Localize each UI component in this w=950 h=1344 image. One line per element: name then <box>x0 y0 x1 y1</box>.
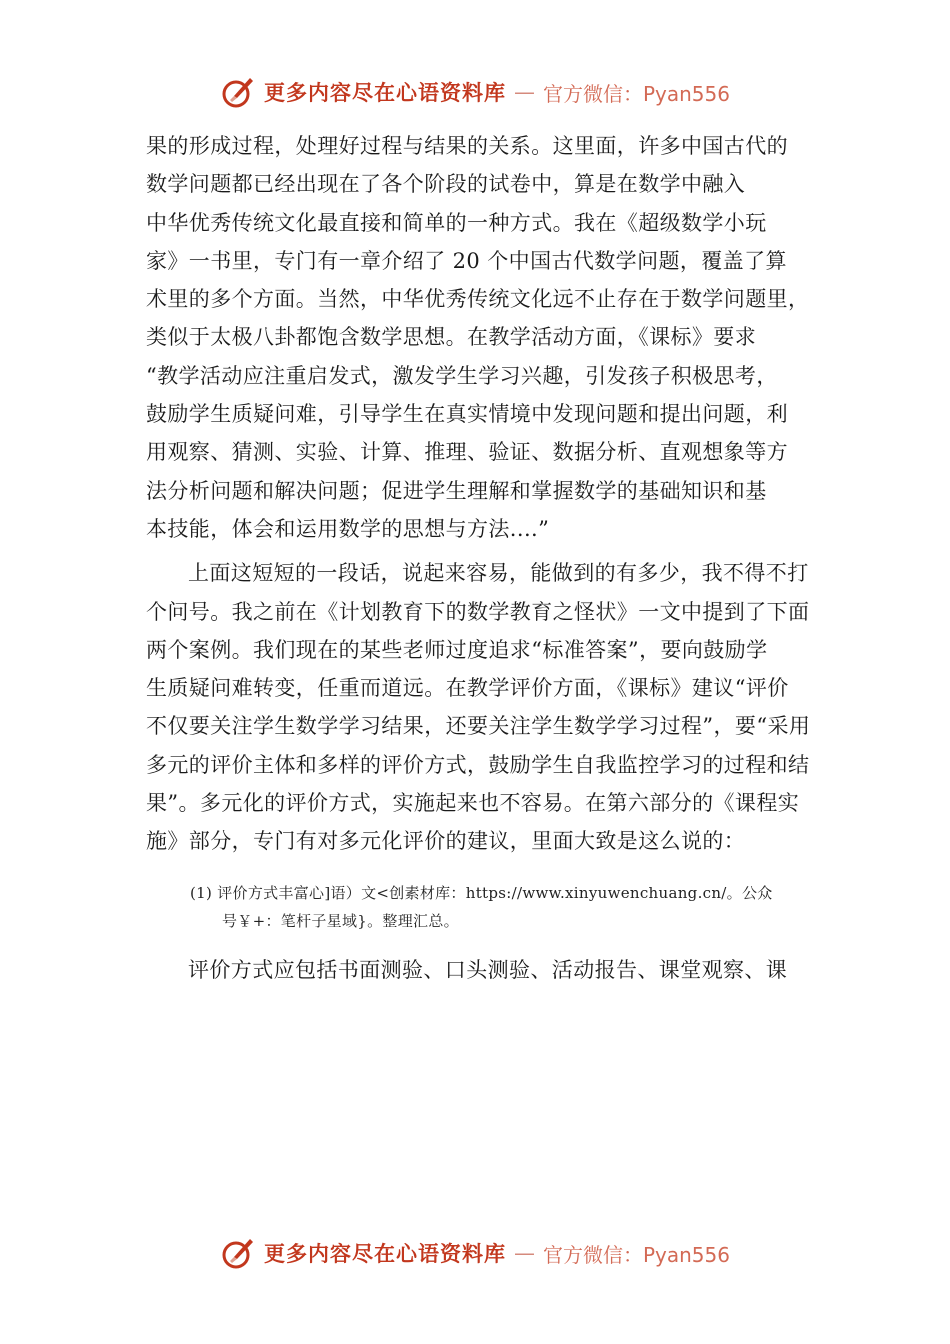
text-line: 个问号。我之前在《计划教育下的数学教育之怪状》一文中提到了下面 <box>146 599 810 624</box>
footnote-line: (1) 评价方式丰富心]语）文<创素材库：https://www.xinyuwenchuang.cn/。公众 <box>190 883 773 902</box>
text-line: 法分析问题和解决问题；促进学生理解和掌握数学的基础知识和基 <box>146 478 767 503</box>
banner-wechat: 官方微信：Pyan556 <box>542 81 730 106</box>
banner-wechat: 官方微信：Pyan556 <box>542 1242 730 1267</box>
banner-title: 更多内容尽在心语资料库 <box>263 1242 506 1266</box>
text-line: 不仅要关注学生数学学习结果，还要关注学生数学学习过程”，要“采用 <box>146 714 811 739</box>
banner-dash: — <box>513 1241 535 1265</box>
text-line: 用观察、猜测、实验、计算、推理、验证、数据分析、直观想象等方 <box>146 440 788 465</box>
text-line: “教学活动应注重启发式，激发学生学习兴趣，引发孩子积极思考， <box>146 363 778 388</box>
text-line: 评价方式应包括书面测验、口头测验、活动报告、课堂观察、课 <box>188 957 788 982</box>
footer-banner <box>0 1233 950 1273</box>
text-line: 数学问题都已经出现在了各个阶段的试卷中，算是在数学中融入 <box>146 172 746 197</box>
footnote-block <box>146 879 826 935</box>
text-line: 多元的评价主体和多样的评价方式，鼓励学生自我监控学习的过程和结 <box>146 752 810 777</box>
text-line: 鼓励学生质疑问难，引导学生在真实情境中发现问题和提出问题，利 <box>146 402 788 427</box>
text-line: 类似于太极八卦都饱含数学思想。在教学活动方面，《课标》要求 <box>146 325 757 350</box>
footnote-line: 号￥+：笔杆子星域}。整理汇总。 <box>222 911 459 930</box>
paragraph-3 <box>146 951 826 989</box>
header-banner <box>0 72 950 112</box>
text-line: 施》部分，专门有对多元化评价的建议，里面大致是这么说的： <box>146 829 746 854</box>
text-line: 中华优秀传统文化最直接和简单的一种方式。我在《超级数学小玩 <box>146 210 767 235</box>
quill-logo-icon <box>220 1235 256 1271</box>
banner-dash: — <box>513 80 535 104</box>
quill-logo-icon <box>220 74 256 110</box>
text-line: 家》一书里，专门有一章介绍了 20 个中国古代数学问题，覆盖了算 <box>146 248 787 273</box>
paragraph-2 <box>146 554 826 860</box>
text-line: 术里的多个方面。当然，中华优秀传统文化远不止存在于数学问题里， <box>146 287 810 312</box>
text-line: 本技能，体会和运用数学的思想与方法....” <box>146 516 550 541</box>
text-line: 上面这短短的一段话，说起来容易，能做到的有多少，我不得不打 <box>188 561 809 586</box>
banner-title: 更多内容尽在心语资料库 <box>263 81 506 105</box>
text-line: 两个案例。我们现在的某些老师过度追求“标准答案”，要向鼓励学 <box>146 637 768 662</box>
text-line: 生质疑问难转变，任重而道远。在教学评价方面，《课标》建议“评价 <box>146 676 789 701</box>
text-line: 果的形成过程，处理好过程与结果的关系。这里面，许多中国古代的 <box>146 134 788 158</box>
document-body <box>146 127 826 989</box>
paragraph-1 <box>146 127 826 548</box>
text-line: 果”。多元化的评价方式，实施起来也不容易。在第六部分的《课程实 <box>146 791 800 816</box>
